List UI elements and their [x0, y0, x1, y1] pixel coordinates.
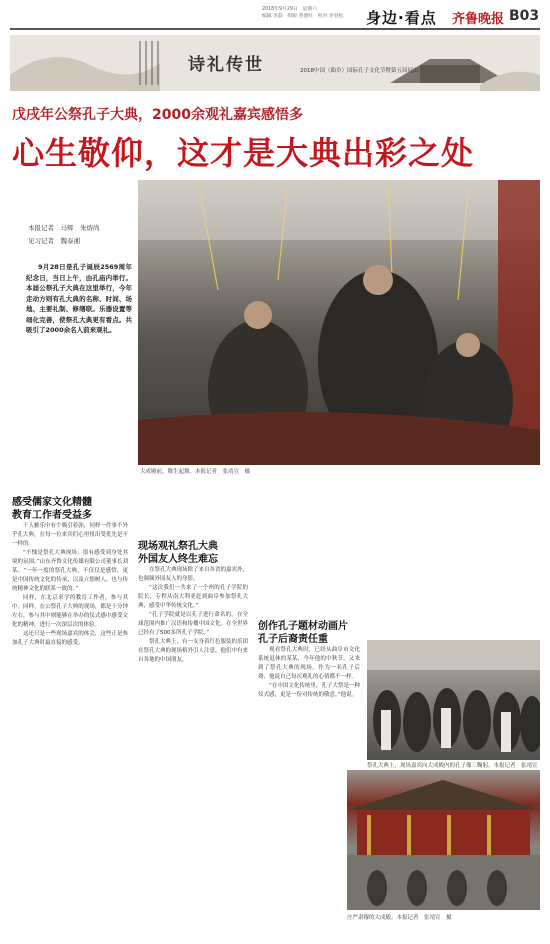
article-column-1 [12, 496, 128, 648]
paragraph: 观看祭孔大典时，已经从曲阜市文化系统退休的某某，今年他的中秋节，又来到了祭孔大典的现场，作为一名孔子后裔，他说自己每次观礼的心情都不一样。 [258, 647, 360, 680]
article-subheadline: 戊戌年公祭孔子大典，2000余观礼嘉宾感悟多 [12, 107, 303, 123]
byline [28, 222, 133, 248]
paragraph: “不愧是祭孔大典现场，很有感受到身处其境的氛围。”山东齐鲁文化传媒有限公司董事长刘某。“一年一度的祭孔大典，不仅仅是感悟，更是中国传统文化的传承，以及立德树人，也与传统精神文化的联系一致的。” [12, 550, 128, 592]
byline-reporters: 本报记者 马辉 朱熔尚 [28, 224, 100, 232]
photo3-caption: 庄严肃穆的大成殿。本报记者 张靖宣 摄 [347, 915, 452, 921]
dacheng-hall-photo [347, 770, 540, 910]
article-column-3 [258, 620, 360, 700]
paragraph: “这次我们一共来了一个州的孔子学院的院长，专程从南大利亚赶到曲阜参加祭孔大典，感受中华传统文化。” [138, 585, 248, 609]
photo2-caption: 祭孔大典上，现场嘉宾向大成殿内的孔子像三鞠躬。本报记者 张靖宣 [367, 763, 538, 769]
article-headline: 心生敬仰，这才是大典出彩之处 [12, 134, 475, 172]
banner-title: 诗礼传世 [188, 55, 264, 75]
special-banner [10, 35, 540, 91]
page-number: B03 [509, 8, 540, 24]
editor-credits: 编辑 李磊 组版 曾德红 校对 李春松 [262, 14, 344, 19]
paragraph: “在中国文化传统里，孔子大祭是一种仪式感，更是一份对传统的敬意。”他说。 [258, 683, 360, 698]
photo-content [367, 640, 540, 760]
page-meta [262, 6, 362, 20]
guests-bowing-photo [367, 640, 540, 760]
ceremony-dance-photo [138, 180, 540, 465]
newspaper-logo: 齐鲁晚报 [452, 12, 505, 27]
paragraph: “孔子学院就是以孔子进行命名的，在全球范围内推广汉语和传播中国文化。在全世界已经有了500多所孔子学院。” [138, 612, 249, 636]
paragraph: 这还只是一些现场嘉宾的体会，这些正是参加孔子大典时最直接的感受。 [12, 631, 128, 646]
photo-content [138, 180, 540, 465]
paragraph: 在祭孔大典现场除了来自各省的嘉宾外，也频频外国友人的身影。 [138, 567, 249, 582]
banner-artwork [10, 35, 540, 91]
article-column-2 [138, 540, 248, 665]
section-title-3: 创作孔子题材动画片 孔子后裔责任重 [258, 621, 348, 645]
lead-paragraph: 9月28日是孔子诞辰2569周年纪念日，当日上午，由孔庙内举行。本届公祭孔子大典在这里举行，今年走动方则有孔大典的名称、时间、场地、主要礼制、修缮联。乐器设置等细化完善，使祭孔大典更有看点。共吸引了2000余名人前来观礼。 [26, 263, 132, 334]
section-title-2: 现场观礼祭孔大典 外国友人终生难忘 [138, 541, 218, 565]
issue-date: 2018年9月29日 星期六 [262, 7, 317, 12]
banner-subtitle: 2018中国（曲阜）国际孔子文化节暨第五届尼山 [300, 68, 419, 74]
header-divider [10, 28, 540, 30]
byline-intern: 见习记者 魏泰湘 [28, 237, 80, 245]
section-title-1: 感受儒家文化精髓 教育工作者受益多 [12, 497, 92, 521]
photo-content [347, 770, 540, 910]
paragraph: 千人雅乐中有个吸引着弥，同样一件事不外乎孔大典，在每一位来宾们心里扭出受优先是不一样的。 [12, 523, 128, 547]
paragraph: 同样，在北京求学的教育工作者，参与其中。同样，在公祭孔子大典的现场，都是十分钟左右，参与其中则能够在举办的仪式感中感受文化的精神，进行一次深层次的体验。 [12, 595, 128, 628]
photo1-caption: 大成殿前，舞生起舞。本报记者 张靖宣 摄 [140, 469, 251, 475]
section-title: 身边·看点 [366, 9, 437, 27]
paragraph: 祭孔大典上，有一支身着红色服装的乐团在祭孔大典的现场格外引人注意，他们中有来自各地的中国朋友。 [138, 639, 249, 663]
